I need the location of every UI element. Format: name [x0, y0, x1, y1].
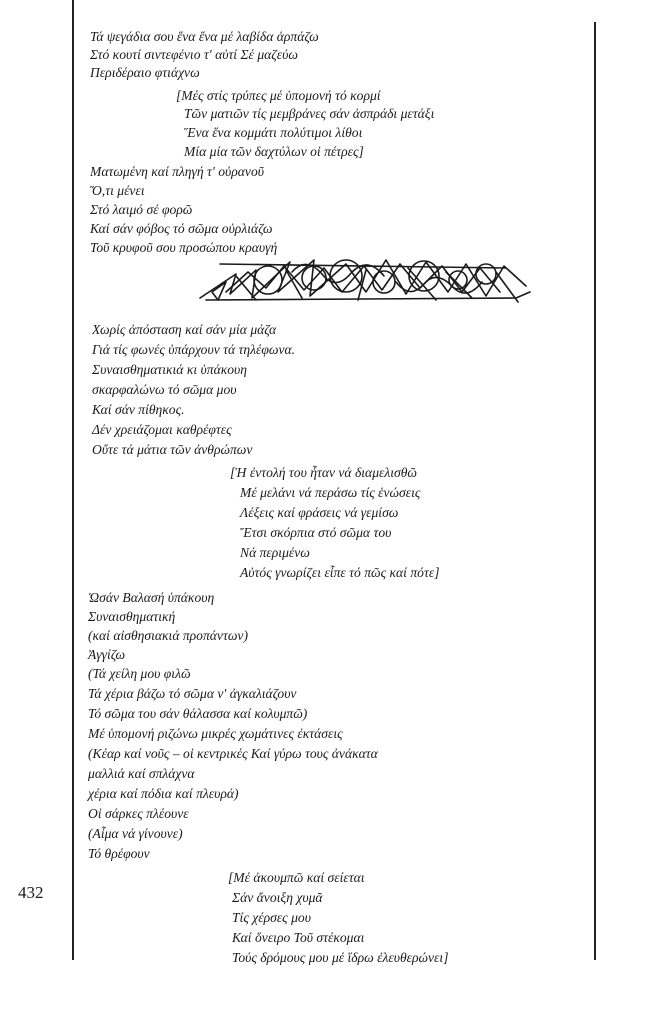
- poem-line: Συναισθηματική: [88, 609, 176, 624]
- poem-line: Τό θρέφουν: [88, 846, 150, 861]
- poem-line: Στό λαιμό σέ φορῶ: [90, 202, 193, 217]
- poem-line: (Αἷμα νά γίνουνε): [88, 826, 183, 841]
- poem-line: Σάν ἄνοιξη χυμᾶ: [232, 890, 323, 905]
- poem-line: Ἔτσι σκόρπια στό σῶμα του: [240, 525, 392, 540]
- poem-line: Γιά τίς φωνές ὑπάρχουν τά τηλέφωνα.: [92, 342, 296, 357]
- poem-line: Τῶν ματιῶν τίς μεμβράνες σάν ἀσπράδι μετάξι: [184, 106, 435, 121]
- poem-line: Καί σάν φόβος τό σῶμα οὐρλιάζω: [90, 221, 273, 236]
- scribble-drawing: [196, 252, 536, 310]
- poem-line: Ἀγγίζω: [88, 647, 126, 662]
- page-number: 432: [18, 883, 44, 902]
- poem-line: (Κέαρ καί νοῦς – οἱ κεντρικές Καί γύρω τους ἀνάκατα: [88, 746, 378, 761]
- poem-line: Τά χέρια βάζω τό σῶμα ν' ἀγκαλιάζουν: [88, 686, 297, 701]
- poem-line: Δέν χρειάζομαι καθρέφτες: [92, 422, 232, 437]
- poem-line: Λέξεις καί φράσεις νά γεμίσω: [240, 505, 399, 520]
- poem-line: Τό σῶμα του σάν θάλασσα καί κολυμπῶ): [88, 706, 308, 721]
- poem-line: σκαρφαλώνω τό σῶμα μου: [92, 382, 237, 397]
- poem-line: Στό κουτί σιντεφένιο τ' αὐτί Σέ μαζεύω: [90, 47, 298, 62]
- poem-line: [Μές στίς τρύπες μέ ὑπομονή τό κορμί: [176, 88, 381, 103]
- poem-line: Ἕνα ἕνα κομμάτι πολύτιμοι λίθοι: [184, 125, 363, 140]
- poem-line: Οὔτε τά μάτια τῶν ἀνθρώπων: [92, 442, 253, 457]
- poem-line: Μέ μελάνι νά περάσω τίς ἑνώσεις: [240, 485, 421, 500]
- left-margin-rule: [72, 0, 74, 960]
- poem-line: μαλλιά καί σπλάχνα: [88, 766, 195, 781]
- poem-line: [Ἡ ἐντολή του ἦταν νά διαμελισθῶ: [230, 465, 418, 480]
- poem-line: (καί αἰσθησιακιά προπάντων): [88, 628, 248, 643]
- poem-line: Συναισθηματικιά κι ὑπάκουη: [92, 362, 248, 377]
- poem-line: Τούς δρόμους μου μέ ἵδρω ἐλευθερώνει]: [232, 950, 449, 965]
- poem-line: [Μέ ἀκουμπῶ καί σείεται: [228, 870, 365, 885]
- poem-line: Ὅ,τι μένει: [90, 183, 145, 198]
- poem-line: Μία μία τῶν δαχτύλων οἱ πέτρες]: [184, 144, 364, 159]
- poem-line: Χωρίς ἀπόσταση καί σάν μία μάζα: [92, 322, 277, 337]
- poem-line: Οἱ σάρκες πλέουνε: [88, 806, 189, 821]
- poem-line: Τίς χέρσες μου: [232, 910, 311, 925]
- poem-line: Ὡσάν Βαλασή ὑπάκουη: [88, 590, 215, 605]
- poem-line: Τά ψεγάδια σου ἕνα ἕνα μέ λαβίδα ἁρπάζω: [90, 29, 319, 44]
- poem-line: Καί σάν πίθηκος.: [92, 402, 185, 417]
- poem-line: Αὐτός γνωρίζει εἶπε τό πῶς καί πότε]: [240, 565, 440, 580]
- poem-line: Μέ ὑπομονή ριζώνω μικρές χωμάτινες ἐκτάσεις: [88, 726, 343, 741]
- poem-line: χέρια καί πόδια καί πλευρά): [88, 786, 239, 801]
- poem-line: Ματωμένη καί πληγή τ' οὐρανοῦ: [90, 164, 264, 179]
- poem-line: Καί ὄνειρο Τοῦ στέκομαι: [232, 930, 365, 945]
- right-margin-rule: [594, 22, 596, 960]
- poem-line: (Τά χείλη μου φιλῶ: [88, 666, 191, 681]
- poem-line: Νά περιμένω: [240, 545, 310, 560]
- poem-line: Τοῦ κρυφοῦ σου προσώπου κραυγή: [90, 240, 278, 255]
- poem-line: Περιδέραιο φτιάχνω: [90, 65, 200, 80]
